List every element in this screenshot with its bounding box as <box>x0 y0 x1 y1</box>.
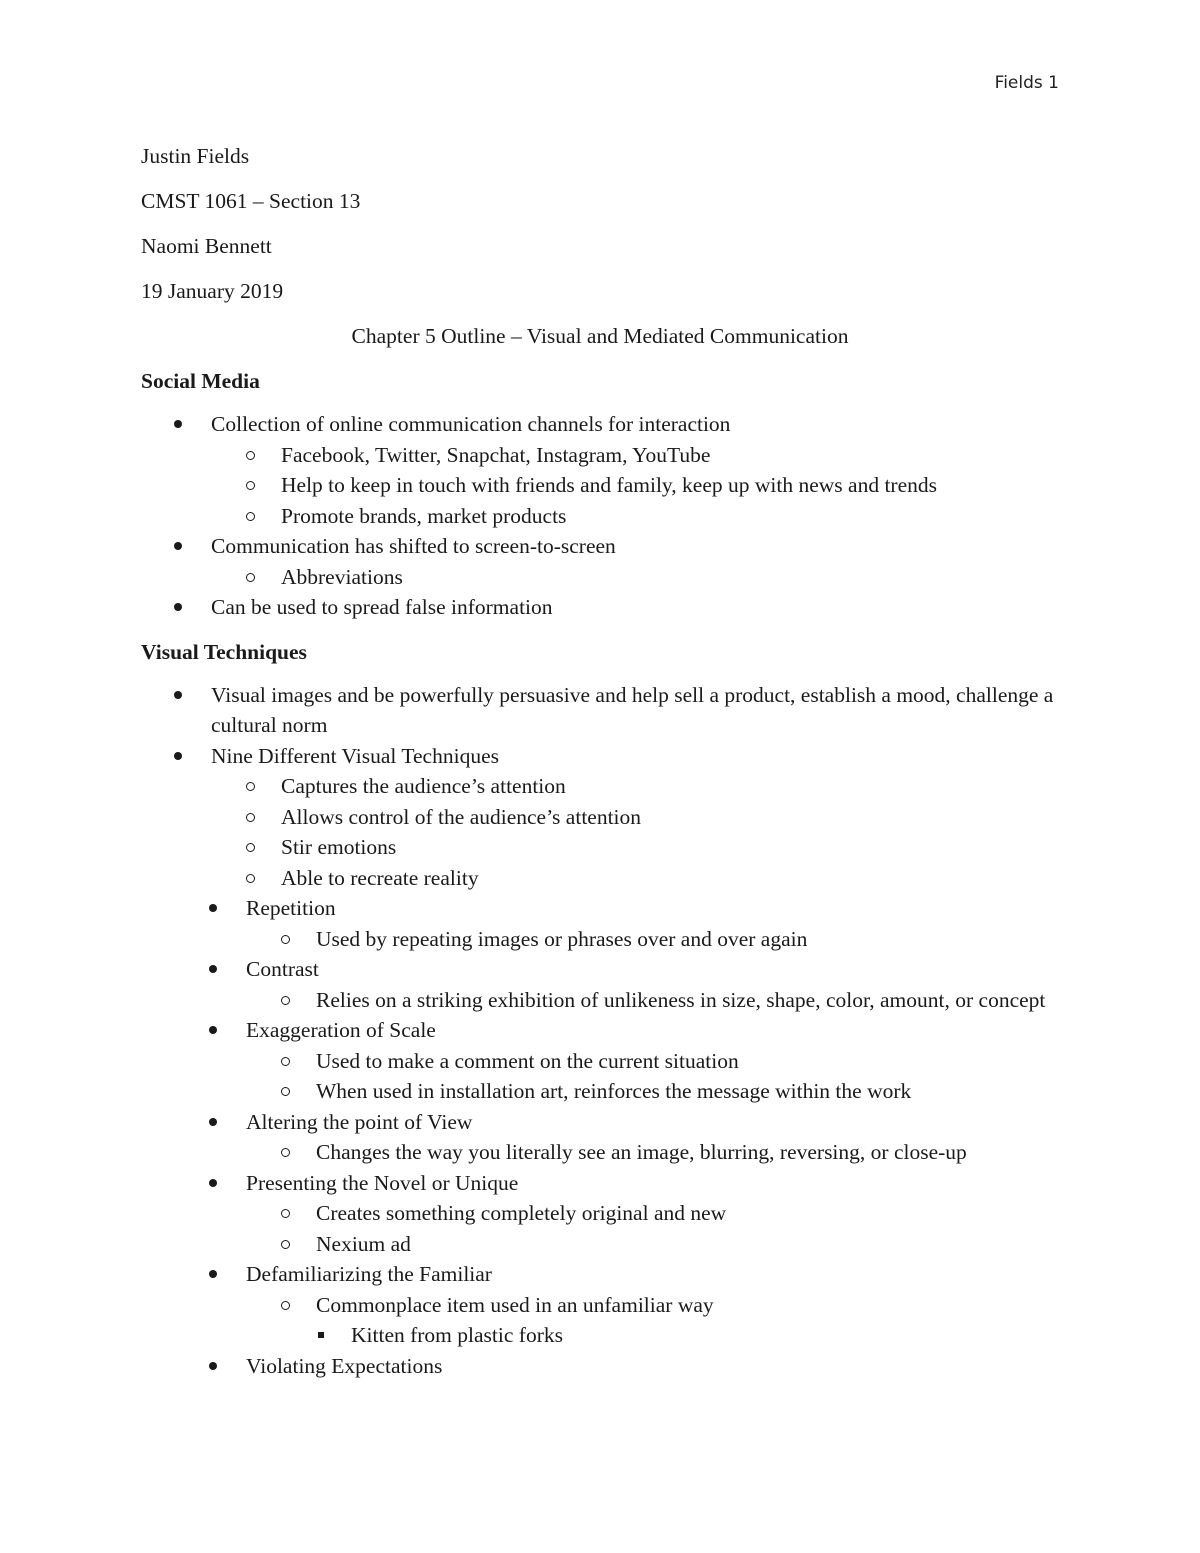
bullet-circle-icon <box>281 996 290 1005</box>
bullet-dot-icon <box>174 542 182 550</box>
list-item <box>141 741 1059 772</box>
list-item <box>141 863 1059 894</box>
course-line: CMST 1061 – Section 13 <box>141 189 361 213</box>
list-item-text: When used in installation art, reinforces the message within the work <box>316 1079 912 1103</box>
bullet-dot-icon <box>174 603 182 611</box>
list-item <box>141 409 1059 440</box>
list-item-text: Kitten from plastic forks <box>351 1323 563 1347</box>
author-name: Justin Fields <box>141 144 250 168</box>
bullet-dot-icon <box>174 420 182 428</box>
list-item <box>141 1076 1059 1107</box>
list-item <box>141 802 1059 833</box>
list-item <box>141 954 1059 985</box>
list-item <box>141 592 1059 623</box>
list-item-text: Defamiliarizing the Familiar <box>246 1262 492 1286</box>
document-title: Chapter 5 Outline – Visual and Mediated Communication <box>351 324 849 348</box>
bullet-circle-icon <box>281 1301 290 1310</box>
list-item-text: Facebook, Twitter, Snapchat, Instagram, YouTube <box>281 442 711 467</box>
bullet-circle-icon <box>281 1057 290 1066</box>
bullet-dot-icon <box>209 1179 217 1187</box>
list-item-text: Changes the way you literally see an image, blurring, reversing, or close-up <box>316 1140 967 1164</box>
bullet-circle-icon <box>246 782 255 791</box>
bullet-circle-icon <box>281 1148 290 1157</box>
list-item <box>141 562 1059 593</box>
list-item-text: Altering the point of View <box>246 1109 473 1134</box>
list-item-text: Creates something completely original and new <box>316 1201 727 1225</box>
list-item-text: Visual images and be powerfully persuasive and help sell a product, establish a mood, challenge a cultural norm <box>211 682 1054 737</box>
list-item <box>141 1229 1059 1260</box>
list-item-text: Relies on a striking exhibition of unlikeness in size, shape, color, amount, or concept <box>316 987 1046 1012</box>
section-social-media <box>141 366 1059 623</box>
list-item-text: Nine Different Visual Techniques <box>211 743 499 768</box>
list-item-text: Violating Expectations <box>246 1353 443 1378</box>
list-item-text: Can be used to spread false information <box>211 595 553 619</box>
list-item <box>141 1259 1059 1290</box>
bullet-square-icon <box>318 1332 324 1338</box>
instructor-name: Naomi Bennett <box>141 234 272 258</box>
list-item-text: Commonplace item used in an unfamiliar way <box>316 1292 714 1317</box>
bullet-dot-icon <box>209 1118 217 1126</box>
list-item <box>141 1107 1059 1138</box>
list-item-text: Able to recreate reality <box>281 865 479 890</box>
list-item-text: Used by repeating images or phrases over and over again <box>316 926 808 951</box>
list-item <box>141 680 1059 741</box>
outline-list <box>141 409 1059 623</box>
list-item-text: Allows control of the audience’s attention <box>281 804 642 829</box>
page-header: Fields 1 <box>994 73 1059 93</box>
list-item-text: Used to make a comment on the current situation <box>316 1048 739 1073</box>
section-visual-techniques <box>141 637 1059 1382</box>
bullet-circle-icon <box>246 451 255 460</box>
list-item <box>141 1168 1059 1199</box>
list-item-text: Abbreviations <box>281 564 403 589</box>
bullet-circle-icon <box>281 1209 290 1218</box>
list-item-text: Help to keep in touch with friends and family, keep up with news and trends <box>281 473 937 497</box>
list-item <box>141 893 1059 924</box>
list-item-text: Contrast <box>246 957 319 981</box>
section-heading: Social Media <box>141 369 260 393</box>
list-item-text: Promote brands, market products <box>281 503 567 528</box>
bullet-dot-icon <box>209 965 217 973</box>
bullet-circle-icon <box>246 874 255 883</box>
outline-list <box>141 680 1059 1382</box>
list-item <box>141 1137 1059 1168</box>
bullet-circle-icon <box>281 935 290 944</box>
list-item-text: Communication has shifted to screen-to-screen <box>211 534 616 558</box>
list-item <box>141 470 1059 501</box>
bullet-dot-icon <box>174 691 182 699</box>
list-item <box>141 1198 1059 1229</box>
list-item-text: Nexium ad <box>316 1231 411 1256</box>
section-heading: Visual Techniques <box>141 639 307 664</box>
list-item <box>141 1046 1059 1077</box>
list-item <box>141 1320 1059 1351</box>
bullet-dot-icon <box>209 1270 217 1278</box>
bullet-circle-icon <box>281 1240 290 1249</box>
bullet-circle-icon <box>246 512 255 521</box>
list-item-text: Stir emotions <box>281 835 397 859</box>
bullet-circle-icon <box>246 843 255 852</box>
list-item <box>141 924 1059 955</box>
list-item <box>141 440 1059 471</box>
document-body <box>141 141 1059 1395</box>
list-item <box>141 531 1059 562</box>
bullet-dot-icon <box>209 1026 217 1034</box>
bullet-circle-icon <box>246 813 255 822</box>
list-item <box>141 771 1059 802</box>
list-item <box>141 832 1059 863</box>
list-item-text: Exaggeration of Scale <box>246 1018 436 1042</box>
list-item <box>141 1015 1059 1046</box>
list-item <box>141 1290 1059 1321</box>
date-line: 19 January 2019 <box>141 279 284 303</box>
list-item-text: Repetition <box>246 896 336 920</box>
list-item-text: Captures the audience’s attention <box>281 774 566 798</box>
list-item <box>141 985 1059 1016</box>
bullet-circle-icon <box>281 1087 290 1096</box>
list-item-text: Presenting the Novel or Unique <box>246 1170 519 1195</box>
list-item-text: Collection of online communication channels for interaction <box>211 412 731 436</box>
bullet-circle-icon <box>246 481 255 490</box>
bullet-dot-icon <box>209 1362 217 1370</box>
bullet-dot-icon <box>209 904 217 912</box>
list-item <box>141 501 1059 532</box>
bullet-dot-icon <box>174 752 182 760</box>
list-item <box>141 1351 1059 1382</box>
bullet-circle-icon <box>246 573 255 582</box>
